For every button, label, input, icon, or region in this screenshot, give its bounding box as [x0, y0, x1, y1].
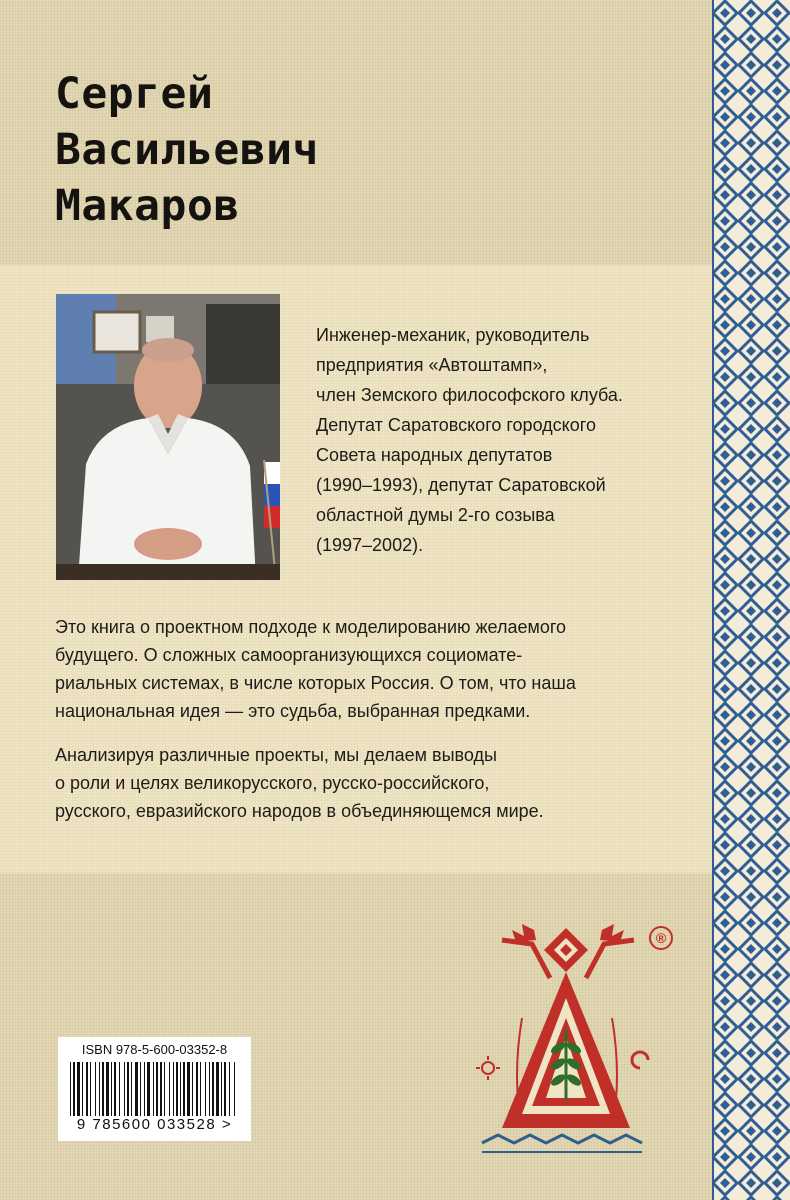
description-line: Анализируя различные проекты, мы делаем выводы	[55, 745, 497, 765]
registered-trademark-icon: ®	[649, 926, 673, 950]
barcode-bars	[68, 1062, 240, 1116]
description-line: русского, евразийского народов в объединяющемся мире.	[55, 801, 544, 821]
author-last-name: Макаров	[55, 181, 240, 231]
bio-line: член Земского философского клуба.	[316, 385, 623, 405]
author-name	[55, 66, 319, 234]
author-first-name: Сергей	[55, 69, 214, 119]
description-line: о роли и целях великорусского, русско-российского,	[55, 773, 490, 793]
folk-doll-logo-icon	[462, 918, 667, 1163]
bio-line: (1990–1993), депутат Саратовской	[316, 475, 606, 495]
isbn-label: ISBN 978-5-600-03352-8	[81, 1042, 228, 1057]
isbn-barcode	[58, 1037, 251, 1141]
description-paragraph-2	[55, 741, 705, 825]
description-paragraph-1	[55, 613, 705, 725]
author-bio	[316, 320, 701, 560]
bio-line: Депутат Саратовского городского	[316, 415, 596, 435]
author-patronymic: Васильевич	[55, 125, 319, 175]
bio-line: областной думы 2-го созыва	[316, 505, 555, 525]
author-photo	[56, 294, 280, 580]
bio-line: Совета народных депутатов	[316, 445, 553, 465]
description-line: риальных системах, в числе которых Россия. О том, что наша	[55, 673, 576, 693]
barcode-digits: 9 785600 033528 >	[76, 1116, 233, 1133]
bio-line: предприятия «Автоштамп»,	[316, 355, 548, 375]
description-line: будущего. О сложных самоорганизующихся социомате-	[55, 645, 523, 665]
bio-line: (1997–2002).	[316, 535, 424, 555]
description-line: национальная идея — это судьба, выбранная предками.	[55, 701, 531, 721]
description-line: Это книга о проектном подходе к моделированию желаемого	[55, 617, 567, 637]
blue-ornament-border	[712, 0, 790, 1200]
bio-line: Инженер-механик, руководитель	[316, 325, 590, 345]
